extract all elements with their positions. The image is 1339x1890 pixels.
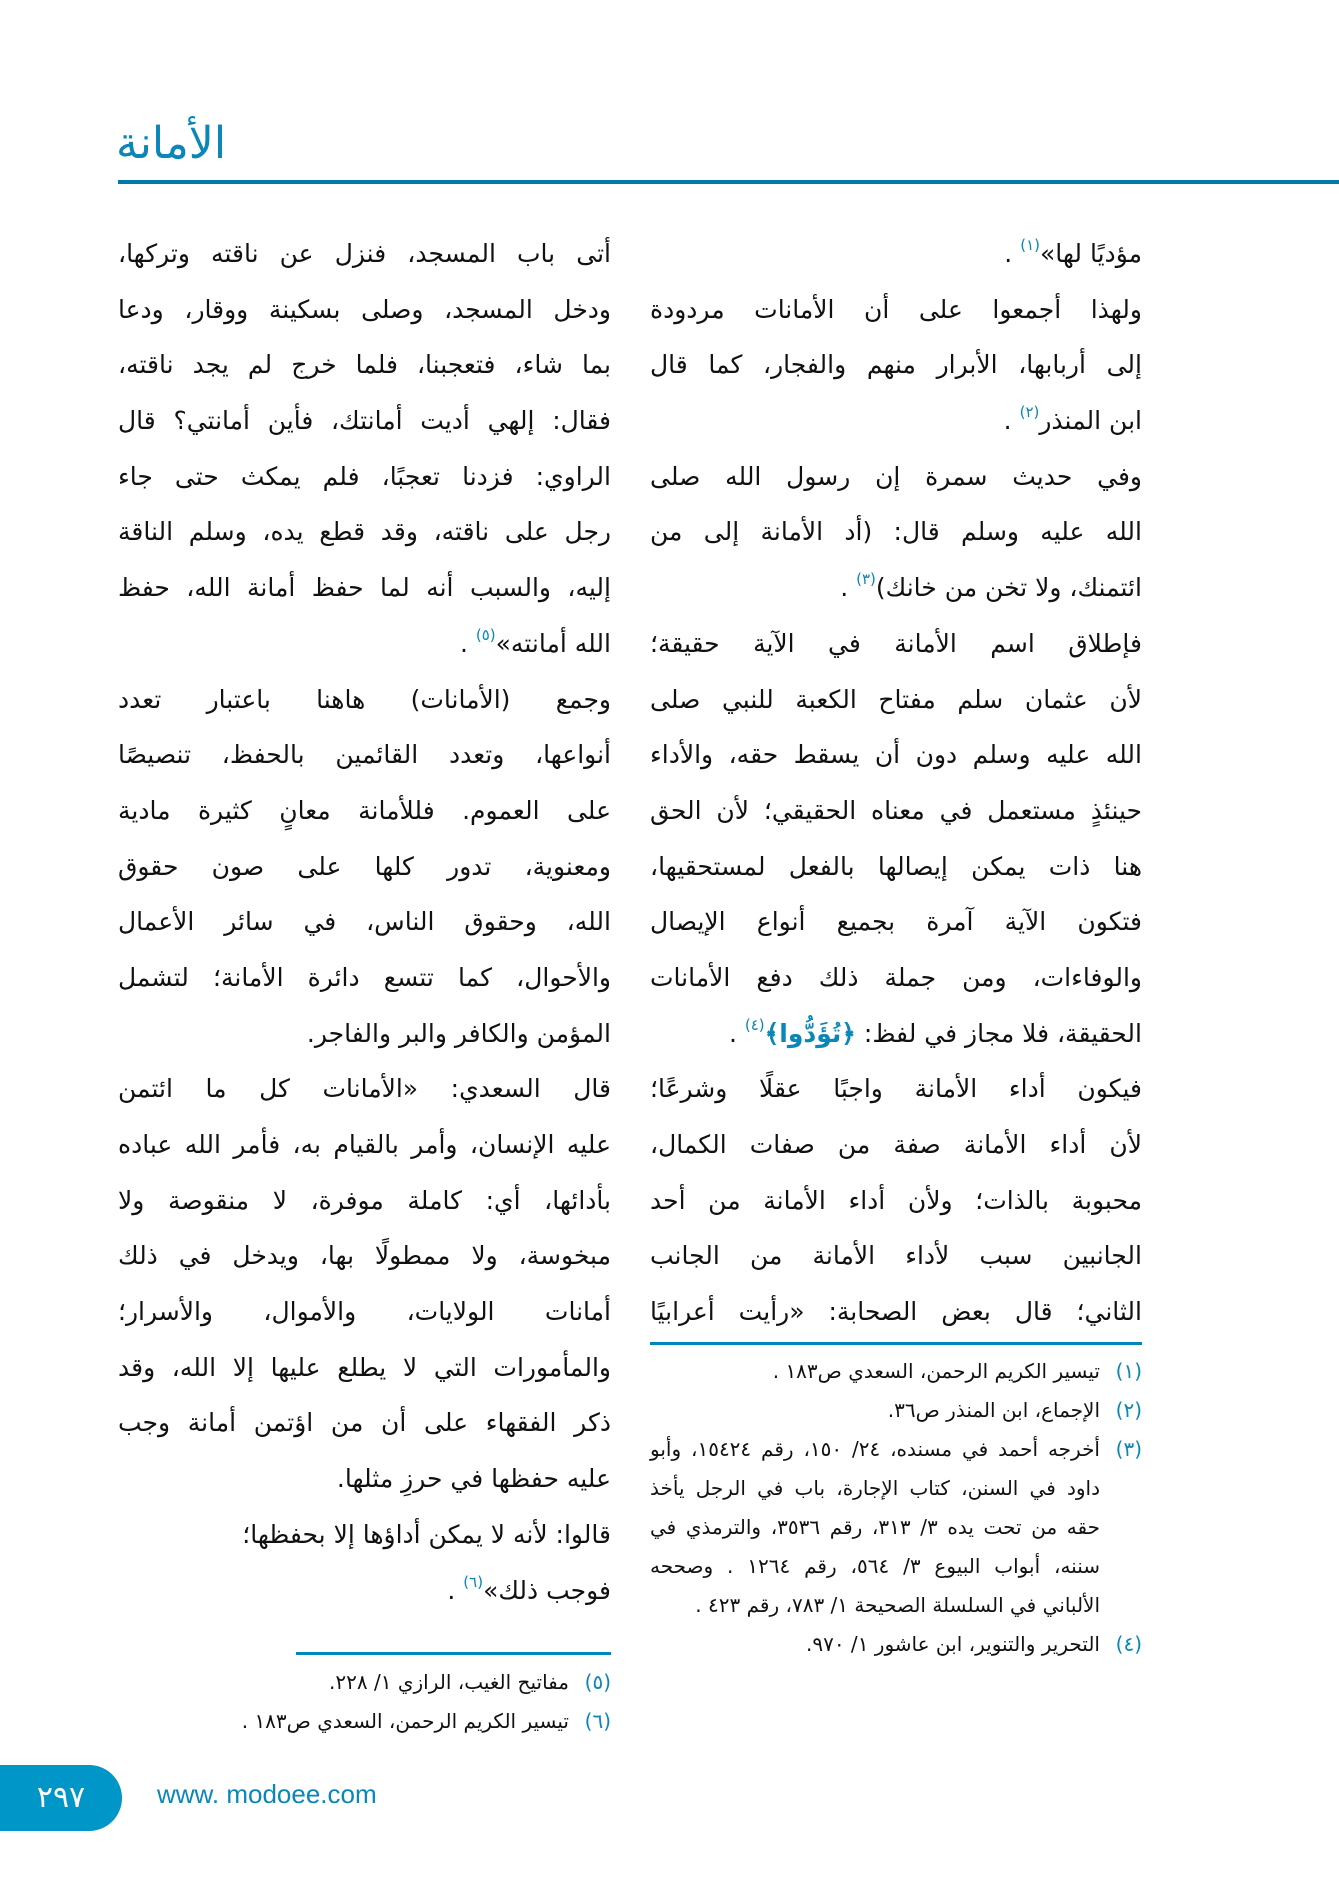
text-line (650, 1117, 1142, 1173)
line-text: المؤمن والكافر والبر والفاجر. (306, 1018, 611, 1048)
page-number-badge: ٢٩٧ (0, 1765, 122, 1831)
line-text: هنا ذات يمكن إيصالها بالفعل لمستحقيها، (650, 851, 1142, 881)
right-text-column (650, 226, 1142, 1340)
footnote-ref: (٣) (856, 570, 876, 589)
text-line (650, 282, 1142, 338)
text-line (650, 1061, 1142, 1117)
text-line (650, 337, 1142, 393)
text-line (650, 504, 1142, 560)
line-text: بأدائها، أي: كاملة موفرة، لا منقوصة ولا (118, 1185, 611, 1215)
text-line (118, 727, 611, 783)
footnote-number: (٥) (584, 1670, 611, 1694)
line-text: مبخوسة، ولا ممطولًا بها، ويدخل في ذلك (118, 1241, 611, 1271)
line-text: أتى باب المسجد، فنزل عن ناقته وتركها، (118, 239, 611, 268)
footnote-item (650, 1430, 1142, 1625)
line-text: قالوا: لأنه لا يمكن أداؤها إلا بحفظها؛ (242, 1519, 611, 1549)
footnote-item (180, 1663, 611, 1702)
text-line (118, 950, 611, 1006)
line-text: ومعنوية، تدور كلها على صون حقوق (118, 851, 611, 881)
line-tail: . (728, 1018, 745, 1048)
line-text: على العموم. فللأمانة معانٍ كثيرة مادية (118, 795, 611, 825)
footnote-ref: (١) (1020, 236, 1040, 254)
footnotes-right (650, 1352, 1142, 1664)
text-line (118, 894, 611, 950)
line-text: بما شاء، فتعجبنا، فلما خرج لم يجد ناقته، (118, 350, 611, 380)
line-text: ودخل المسجد، وصلى بسكينة ووقار، ودعا (118, 294, 611, 324)
text-line (650, 616, 1142, 672)
footnote-number: (٤) (1115, 1632, 1142, 1656)
footnote-text: التحرير والتنوير، ابن عاشور ١/ ٩٧٠. (805, 1632, 1100, 1656)
line-text: إلى أربابها، الأبرار منهم والفجار، كما قال (650, 350, 1142, 380)
text-line (650, 727, 1142, 783)
text-line (118, 1173, 611, 1229)
line-text: عليه حفظها في حرزِ مثلها. (336, 1464, 611, 1494)
line-tail: . (1003, 406, 1020, 436)
footnote-item (650, 1625, 1142, 1664)
text-line (650, 950, 1142, 1006)
line-text: والأحوال، كما تتسع دائرة الأمانة؛ لتشمل (118, 962, 611, 992)
line-text: ائتمنك، ولا تخن من خانك) (875, 573, 1142, 603)
text-line (650, 894, 1142, 950)
footnote-text: تيسير الكريم الرحمن، السعدي ص١٨٣ . (241, 1709, 569, 1733)
text-line (650, 560, 1142, 616)
footnote-item (180, 1702, 611, 1741)
line-text: الله عليه وسلم دون أن يسقط حقه، والأداء (650, 740, 1142, 770)
footnote-separator-right (650, 1342, 1142, 1345)
footnote-text: الإجماع، ابن المنذر ص٣٦. (887, 1398, 1100, 1422)
text-line (650, 449, 1142, 505)
footnote-item (650, 1352, 1142, 1391)
text-line (118, 449, 611, 505)
footnote-text: تيسير الكريم الرحمن، السعدي ص١٨٣ . (772, 1359, 1100, 1383)
text-line (118, 393, 611, 449)
line-text: فقال: إلهي أديت أمانتك، فأين أمانتي؟ قال (118, 406, 611, 436)
text-line (118, 1006, 611, 1062)
site-url[interactable]: www. modoee.com (157, 1779, 377, 1809)
footnote-ref: (٥) (475, 625, 496, 644)
text-line (118, 839, 611, 895)
footnote-separator-left (296, 1652, 611, 1655)
footnote-text: مفاتيح الغيب، الرازي ١/ ٢٢٨. (329, 1670, 569, 1694)
line-text: عليه الإنسان، وأمر بالقيام به، فأمر الله عباده (118, 1130, 611, 1159)
text-line (118, 504, 611, 560)
text-line (118, 560, 611, 616)
text-line (118, 1563, 611, 1619)
line-text: قال السعدي: «الأمانات كل ما ائتمن (118, 1074, 611, 1104)
line-tail: . (459, 628, 476, 658)
text-line (118, 616, 611, 672)
footnotes-left (180, 1663, 611, 1741)
line-tail: . (1004, 239, 1021, 268)
text-line (118, 1451, 611, 1507)
line-text: محبوبة بالذات؛ ولأن أداء الأمانة من أحد (650, 1185, 1142, 1215)
text-line (118, 783, 611, 839)
line-text: وفي حديث سمرة إن رسول الله صلى (650, 461, 1142, 491)
text-line (118, 1507, 611, 1563)
left-text-column (118, 226, 611, 1618)
line-text: فيكون أداء الأمانة واجبًا عقلًا وشرعًا؛ (650, 1074, 1142, 1104)
line-text: أمانات الولايات، والأموال، والأسرار؛ (118, 1297, 611, 1327)
line-text: الثاني؛ قال بعض الصحابة: «رأيت أعرابيًا (650, 1297, 1142, 1327)
text-line (650, 393, 1142, 449)
footnote-number: (٦) (584, 1709, 611, 1733)
line-text: ولهذا أجمعوا على أن الأمانات مردودة (650, 294, 1142, 324)
line-text: ذكر الفقهاء على أن من اؤتمن أمانة وجب (118, 1408, 611, 1438)
line-tail: . (840, 573, 857, 603)
text-line (650, 1006, 1142, 1062)
line-text: الله، وحقوق الناس، في سائر الأعمال (118, 907, 611, 937)
text-line (650, 672, 1142, 728)
text-line (650, 839, 1142, 895)
line-text: الله عليه وسلم قال: (أد الأمانة إلى من (650, 517, 1142, 547)
text-line (118, 1228, 611, 1284)
line-text: مؤديًا لها» (1039, 239, 1142, 268)
line-text: فوجب ذلك» (483, 1575, 611, 1605)
text-line (118, 1340, 611, 1396)
line-text: والمأمورات التي لا يطلع عليها إلا الله، وقد (118, 1352, 611, 1382)
line-text: الله أمانته» (495, 628, 611, 658)
chapter-title: الأمانة (116, 118, 227, 169)
line-text: الراوي: فزدنا تعجبًا، فلم يمكث حتى جاء (118, 461, 611, 491)
text-line (118, 226, 611, 282)
line-text: حينئذٍ مستعمل في معناه الحقيقي؛ لأن الحق (650, 795, 1142, 825)
footnote-number: (٢) (1115, 1398, 1142, 1422)
line-text: وجمع (الأمانات) هاهنا باعتبار تعدد (118, 684, 611, 714)
line-text: لأن أداء الأمانة صفة من صفات الكمال، (650, 1130, 1142, 1159)
line-text: فتكون الآية آمرة بجميع أنواع الإيصال (650, 907, 1142, 937)
quran-word: ﴿تُؤَدُّوا﴾ (764, 1018, 856, 1048)
footnote-text: أخرجه أحمد في مسنده، ٢٤/ ١٥٠، رقم ١٥٤٢٤، وأبو داود في السنن، كتاب الإجارة، باب في الرجل يأخذ حقه من تحت يده ٣/ ٣١٣، رقم ٣٥٣٦، والترمذي في سننه، أبواب البيوع ٣/ ٥٦٤، رقم ١٢٦٤ . وصححه الألباني في السلسلة الصحيحة ١/ ٧٨٣، رقم ٤٢٣ . (650, 1437, 1100, 1617)
line-text: الجانبين سبب لأداء الأمانة من الجانب (650, 1241, 1142, 1271)
footnote-item (650, 1391, 1142, 1430)
line-text: لأن عثمان سلم مفتاح الكعبة للنبي صلى (650, 684, 1142, 714)
line-text: ابن المنذر (1039, 406, 1142, 436)
text-line (118, 1284, 611, 1340)
text-line (118, 282, 611, 338)
footnote-ref: (٢) (1019, 403, 1040, 422)
footnote-ref: (٦) (463, 1572, 484, 1591)
text-line (118, 1117, 611, 1173)
text-line (650, 1173, 1142, 1229)
line-text: الحقيقة، فلا مجاز في لفظ: (855, 1018, 1142, 1048)
line-text: إليه، والسبب أنه لما حفظ أمانة الله، حفظ (118, 573, 611, 603)
footnote-number: (١) (1115, 1359, 1142, 1383)
text-line (118, 1395, 611, 1451)
text-line (650, 1228, 1142, 1284)
line-text: والوفاءات، ومن جملة ذلك دفع الأمانات (650, 962, 1142, 992)
footnote-number: (٣) (1115, 1437, 1142, 1461)
text-line (650, 783, 1142, 839)
text-line (650, 1284, 1142, 1340)
text-line (118, 672, 611, 728)
footnote-ref: (٤) (744, 1015, 765, 1034)
line-text: أنواعها، وتعدد القائمين بالحفظ، تنصيصًا (118, 740, 611, 770)
header-divider (118, 180, 1339, 184)
text-line (650, 226, 1142, 282)
line-tail: . (447, 1575, 464, 1605)
line-text: رجل على ناقته، وقد قطع يده، وسلم الناقة (118, 517, 611, 547)
line-text: فإطلاق اسم الأمانة في الآية حقيقة؛ (650, 628, 1142, 658)
text-line (118, 337, 611, 393)
text-line (118, 1061, 611, 1117)
